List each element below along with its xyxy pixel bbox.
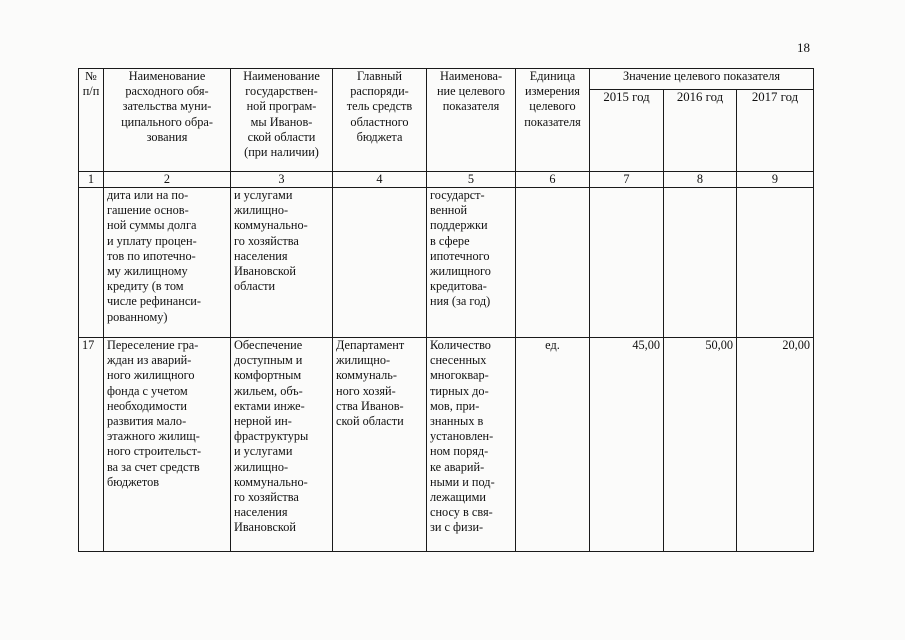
cell-unit: [516, 188, 590, 338]
column-number: 4: [333, 172, 427, 188]
column-number: 5: [427, 172, 516, 188]
cell-indicator-name: государст- венной поддержки в сфере ипотечного жилищного кредитова- ния (за год): [427, 188, 516, 338]
header-chief-manager: Главный распоряди- тель средств областного бюджета: [333, 69, 427, 172]
cell-indicator-name: Количество снесенных многоквар- тирных до- мов, при- знанных в установлен- ном поряд- ке аварий- ными и под- лежащими сносу в свя- зи с физи-: [427, 338, 516, 552]
column-number: 3: [231, 172, 333, 188]
cell-chief-manager: [333, 188, 427, 338]
column-numbers-row: [79, 172, 814, 188]
cell-unit: ед.: [516, 338, 590, 552]
header-expense-obligation: Наименование расходного обя- зательства муни- ципального обра- зования: [104, 69, 231, 172]
column-number: 8: [664, 172, 737, 188]
cell-value-2017: [737, 188, 814, 338]
column-number: 1: [79, 172, 104, 188]
cell-value-2016: 50,00: [664, 338, 737, 552]
page-number: 18: [797, 40, 810, 55]
cell-num: 17: [79, 338, 104, 552]
cell-chief-manager: Департамент жилищно- коммуналь- ного хозяй- ства Иванов- ской области: [333, 338, 427, 552]
column-number: 2: [104, 172, 231, 188]
cell-value-2016: [664, 188, 737, 338]
column-number: 6: [516, 172, 590, 188]
header-num: № п/п: [79, 69, 104, 172]
cell-num: [79, 188, 104, 338]
header-row: [79, 69, 814, 90]
table-row-continuation: [79, 188, 814, 338]
cell-value-2015: [590, 188, 664, 338]
cell-value-2015: 45,00: [590, 338, 664, 552]
header-value-group: Значение целевого показателя: [590, 69, 814, 90]
header-year-2015: 2015 год: [590, 90, 664, 172]
column-number: 9: [737, 172, 814, 188]
target-indicators-table: [78, 68, 814, 552]
header-state-program: Наименование государствен- ной програм- мы Иванов- ской области (при наличии): [231, 69, 333, 172]
cell-expense-obligation: дита или на по- гашение основ- ной суммы долга и уплату процен- тов по ипотечно- му жилищному кредиту (в том числе рефинанси- рованному): [104, 188, 231, 338]
cell-state-program: и услугами жилищно- коммунально- го хозяйства населения Ивановской области: [231, 188, 333, 338]
header-year-2017: 2017 год: [737, 90, 814, 172]
header-unit: Единица измерения целевого показателя: [516, 69, 590, 172]
cell-state-program: Обеспечение доступным и комфортным жильем, объ- ектами инже- нерной ин- фраструктуры и услугами жилищно- коммунально- го хозяйства населения Ивановской: [231, 338, 333, 552]
header-year-2016: 2016 год: [664, 90, 737, 172]
cell-value-2017: 20,00: [737, 338, 814, 552]
cell-expense-obligation: Переселение гра- ждан из аварий- ного жилищного фонда с учетом необходимости развития мало- этажного жилищ- ного строительст- ва за счет средств бюджетов: [104, 338, 231, 552]
table-row-17: [79, 338, 814, 552]
header-indicator-name: Наименова- ние целевого показателя: [427, 69, 516, 172]
column-number: 7: [590, 172, 664, 188]
